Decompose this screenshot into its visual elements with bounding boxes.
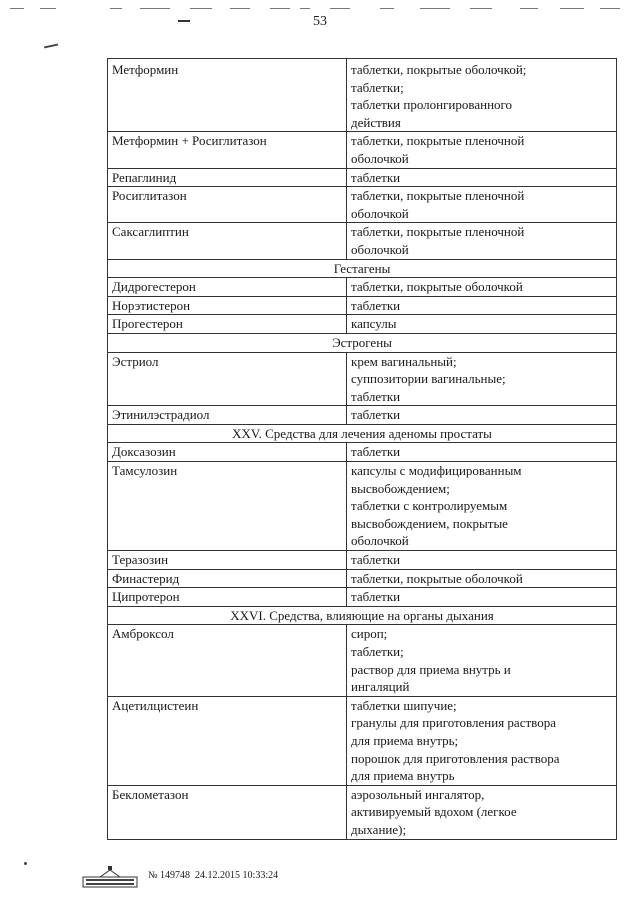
document-datetime: 24.12.2015 10:33:24 — [195, 870, 279, 881]
dosage-forms — [347, 625, 617, 696]
table-row — [108, 462, 617, 551]
dosage-form: таблетки пролонгированного — [351, 97, 513, 113]
dosage-forms — [347, 296, 617, 315]
dosage-form: высвобождением, покрытые — [351, 515, 508, 531]
dosage-forms — [347, 569, 617, 588]
drug-name: Метформин + Росиглитазон — [108, 132, 347, 168]
dosage-form: ингаляций — [351, 679, 410, 695]
footer-text — [148, 870, 278, 881]
scan-mark-left — [44, 44, 58, 49]
drug-name: Саксаглиптин — [108, 223, 347, 259]
dosage-forms — [347, 588, 617, 607]
dosage-form: оболочкой — [351, 150, 409, 166]
footer — [82, 864, 382, 890]
dosage-form: дыхание); — [351, 821, 407, 837]
section-heading: Эстрогены — [108, 333, 617, 352]
scan-dot — [24, 862, 27, 865]
dosage-form: суппозитории вагинальные; — [351, 371, 506, 387]
dosage-forms — [347, 551, 617, 570]
dosage-forms — [347, 406, 617, 425]
dosage-form: таблетки, покрытые пленочной — [351, 188, 525, 204]
registry-stamp-icon — [82, 864, 138, 888]
dosage-form: таблетки — [351, 297, 401, 313]
dosage-forms — [347, 223, 617, 259]
drug-name: Ацетилцистеин — [108, 696, 347, 785]
dosage-form: действия — [351, 114, 401, 130]
table-row — [108, 296, 617, 315]
dosage-form: гранулы для приготовления раствора — [351, 715, 556, 731]
section-row — [108, 606, 617, 625]
section-heading: XXVI. Средства, влияющие на органы дыхания — [108, 606, 617, 625]
dosage-form: крем вагинальный; — [351, 353, 457, 369]
dosage-forms — [347, 278, 617, 297]
dosage-form: раствор для приема внутрь и — [351, 661, 511, 677]
dosage-form: таблетки; — [351, 644, 404, 659]
dosage-form: таблетки — [351, 552, 401, 568]
dosage-form: капсулы — [351, 316, 397, 332]
dosage-forms — [347, 168, 617, 187]
drug-name: Норэтистерон — [108, 296, 347, 315]
section-row — [108, 259, 617, 278]
drug-table — [107, 58, 617, 840]
dosage-form: таблетки — [351, 388, 401, 404]
table-row — [108, 59, 617, 132]
dosage-form: аэрозольный ингалятор, — [351, 786, 485, 802]
table-row — [108, 132, 617, 168]
drug-table-body — [108, 59, 617, 840]
table-row — [108, 187, 617, 223]
dosage-form: сироп; — [351, 626, 388, 642]
dosage-forms — [347, 352, 617, 406]
dosage-form: высвобождением; — [351, 480, 450, 496]
dosage-form: таблетки, покрытые оболочкой — [351, 279, 523, 295]
table-row — [108, 352, 617, 406]
dosage-form: оболочкой — [351, 205, 409, 221]
dosage-forms — [347, 785, 617, 839]
table-row — [108, 278, 617, 297]
dosage-forms — [347, 315, 617, 334]
dosage-form: таблетки, покрытые пленочной — [351, 133, 525, 149]
scan-noise-top — [0, 0, 640, 14]
dosage-form: таблетки — [351, 407, 401, 423]
drug-name: Тамсулозин — [108, 462, 347, 551]
section-heading: XXV. Средства для лечения аденомы простаты — [108, 424, 617, 443]
drug-name: Беклометазон — [108, 785, 347, 839]
dosage-forms — [347, 59, 617, 132]
drug-name: Метформин — [108, 59, 347, 132]
table-row — [108, 551, 617, 570]
section-row — [108, 333, 617, 352]
dosage-form: таблетки, покрытые оболочкой; — [351, 62, 527, 77]
table-row — [108, 696, 617, 785]
section-row — [108, 424, 617, 443]
table-row — [108, 168, 617, 187]
dosage-forms — [347, 187, 617, 223]
table-row — [108, 588, 617, 607]
table-row — [108, 569, 617, 588]
dosage-form: таблетки — [351, 589, 401, 605]
drug-name: Эстриол — [108, 352, 347, 406]
document-number: № 149748 — [148, 870, 191, 881]
page-number: 53 — [313, 14, 327, 29]
dosage-form: таблетки — [351, 444, 401, 460]
dosage-form: таблетки с контролируемым — [351, 498, 508, 514]
dosage-form: таблетки шипучие; — [351, 697, 457, 713]
drug-name: Амброксол — [108, 625, 347, 696]
section-heading: Гестагены — [108, 259, 617, 278]
dosage-form: оболочкой — [351, 533, 409, 549]
dosage-form: таблетки — [351, 169, 401, 185]
drug-name: Доксазозин — [108, 443, 347, 462]
drug-name: Прогестерон — [108, 315, 347, 334]
dosage-form: для приема внутрь — [351, 768, 455, 784]
dosage-form: капсулы с модифицированным — [351, 463, 522, 479]
dosage-forms — [347, 443, 617, 462]
table-row — [108, 315, 617, 334]
drug-name: Репаглинид — [108, 168, 347, 187]
drug-name: Ципротерон — [108, 588, 347, 607]
table-row — [108, 625, 617, 696]
dosage-form: таблетки, покрытые оболочкой — [351, 570, 523, 586]
drug-name: Финастерид — [108, 569, 347, 588]
table-row — [108, 406, 617, 425]
dosage-forms — [347, 462, 617, 551]
table-row — [108, 785, 617, 839]
dosage-form: порошок для приготовления раствора — [351, 750, 560, 766]
dosage-form: таблетки, покрытые пленочной — [351, 224, 525, 240]
dosage-form: таблетки; — [351, 79, 404, 95]
table-row — [108, 223, 617, 259]
scan-mark — [178, 20, 190, 22]
drug-name: Дидрогестерон — [108, 278, 347, 297]
dosage-forms — [347, 696, 617, 785]
table-row — [108, 443, 617, 462]
dosage-form: активируемый вдохом (легкое — [351, 804, 517, 820]
drug-name: Росиглитазон — [108, 187, 347, 223]
dosage-form: для приема внутрь; — [351, 732, 459, 748]
drug-name: Теразозин — [108, 551, 347, 570]
dosage-forms — [347, 132, 617, 168]
drug-name: Этинилэстрадиол — [108, 406, 347, 425]
dosage-form: оболочкой — [351, 241, 409, 257]
